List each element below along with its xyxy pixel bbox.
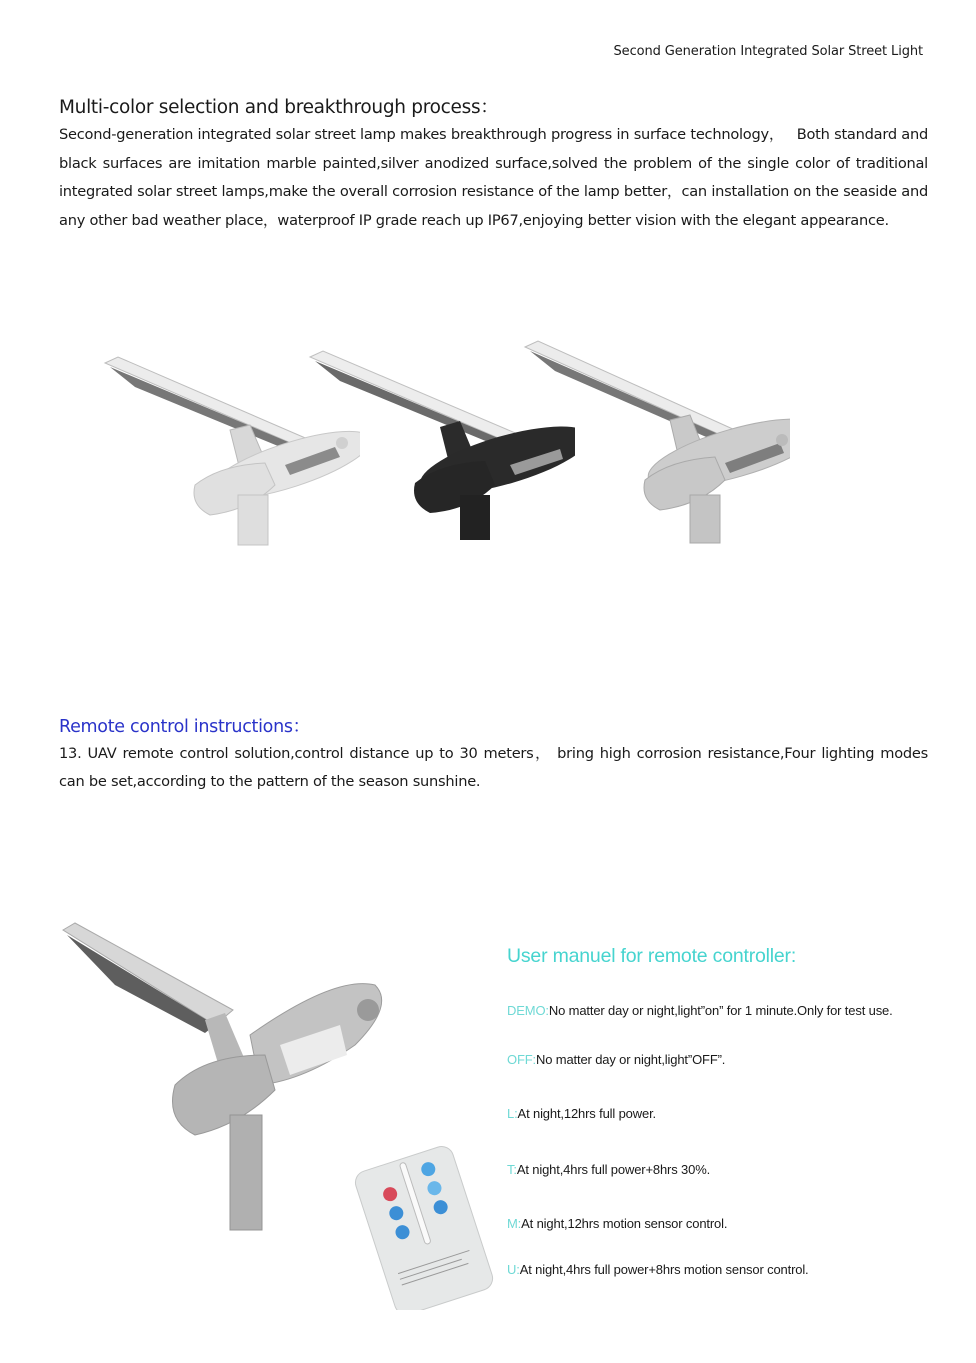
page-header: Second Generation Integrated Solar Street Light (613, 44, 923, 59)
manual-title: User manuel for remote controller: (507, 945, 797, 967)
section-paragraph-multicolor: Second-generation integrated solar street lamp makes breakthrough progress in surface technology， Both standard and black surfaces are imitation marble painted,silver anodized surface,solved the problem of the single color of traditional integrated solar street lamps,make the overall corrosion resistance of the lamp better，can installation on the seaside and any other bad weather place，waterproof IP grade reach up IP67,enjoying better vision with the elegant appearance. (59, 126, 928, 229)
mode-t: T:At night,4hrs full power+8hrs 30%. (507, 1162, 711, 1177)
section-heading-remote: Remote control instructions： (59, 717, 310, 737)
mode-l: L:At night,12hrs full power. (507, 1106, 657, 1121)
section-heading-multicolor: Multi-color selection and breakthrough process： (59, 97, 499, 118)
mode-u: U:At night,4hrs full power+8hrs motion sensor control. (507, 1262, 809, 1277)
section-paragraph-remote: 13. UAV remote control solution,control distance up to 30 meters， bring high corrosion resistance,Four lighting modes can be set,according to the pattern of the season sunshine. (59, 745, 928, 790)
product-image-silver-lamp (520, 335, 790, 555)
mode-demo: DEMO:No matter day or night,light”on” for 1 minute.Only for test use. (507, 1003, 893, 1018)
mode-m: M:At night,12hrs motion sensor control. (507, 1216, 728, 1231)
lamp-color-variants (90, 335, 910, 555)
mode-off: OFF:No matter day or night,light”OFF”. (507, 1052, 726, 1067)
remote-controller-image (350, 1145, 500, 1310)
